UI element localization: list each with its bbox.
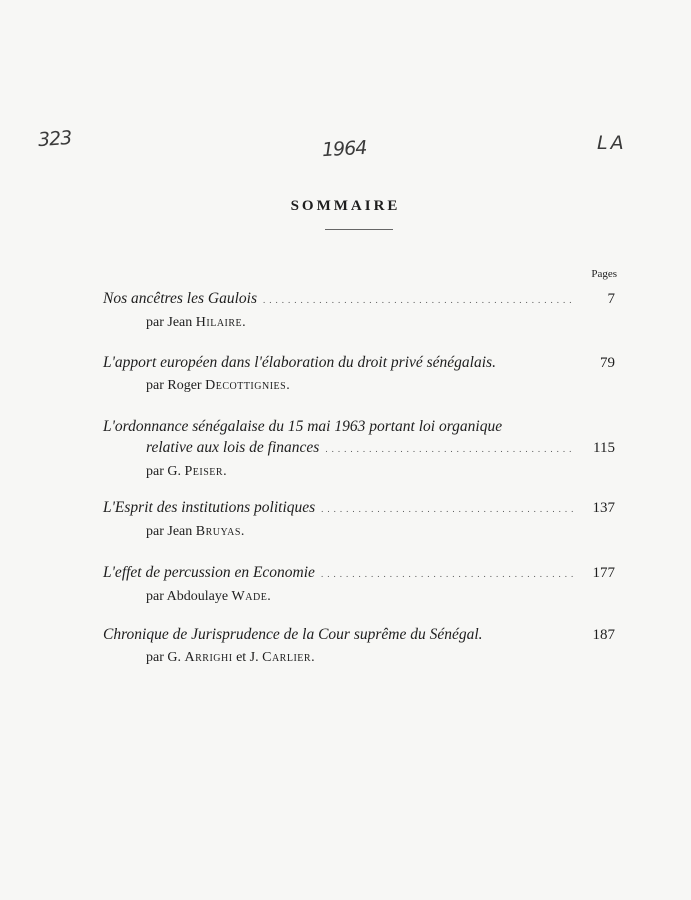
entry-title: Chronique de Jurisprudence de la Cour suprême du Sénégal. [103, 626, 483, 643]
pages-column-header: Pages [591, 268, 617, 280]
author-surname: Decottignies. [205, 378, 291, 393]
dot-leader [321, 499, 575, 520]
author-surname-2: Carlier. [262, 650, 316, 665]
entry-author: par Jean Hilaire. [146, 315, 247, 330]
entry-page-number: 137 [592, 500, 615, 516]
entry-title-line [103, 562, 615, 585]
toc-entry-2 [103, 352, 615, 396]
entry-page-number: 7 [607, 291, 615, 307]
handwritten-initials: LA [597, 132, 627, 154]
author-surname: Arrighi [184, 650, 233, 665]
toc-entry-4 [103, 497, 615, 542]
dot-leader [263, 290, 575, 311]
author-surname: Wade. [231, 589, 272, 604]
entry-author: par G. Arrighi et J. Carlier. [146, 650, 316, 665]
entry-title-line-2 [103, 437, 615, 460]
entry-title: L'apport européen dans l'élaboration du droit privé sénégalais. [103, 354, 496, 371]
entry-page-number: 79 [600, 355, 615, 371]
entry-title: L'effet de percussion en Economie [103, 564, 315, 581]
entry-title-continued: relative aux lois de finances [146, 439, 320, 456]
dot-leader [321, 564, 575, 585]
entry-page-number: 115 [593, 440, 615, 456]
entry-title-line [103, 352, 615, 374]
author-surname: Hilaire. [195, 315, 247, 330]
entry-title-line [103, 416, 615, 437]
title-divider [325, 229, 393, 230]
toc-entry-5 [103, 562, 615, 607]
toc-entry-1 [103, 288, 615, 333]
entry-author: par Jean Bruyas. [146, 524, 245, 539]
entry-title-line [103, 497, 615, 520]
entry-title-line [103, 288, 615, 311]
dot-leader [325, 439, 575, 460]
entry-author: par Roger Decottignies. [146, 378, 291, 393]
entry-page-number: 177 [592, 565, 615, 581]
author-surname: Bruyas. [195, 524, 245, 539]
handwritten-number-left: 323 [37, 126, 72, 152]
entry-title-line [103, 624, 615, 646]
entry-author: par Abdoulaye Wade. [146, 589, 272, 604]
page-title: SOMMAIRE [290, 198, 401, 214]
entry-title: L'ordonnance sénégalaise du 15 mai 1963 portant loi organique [103, 418, 503, 435]
entry-author: par G. Peiser. [146, 464, 228, 479]
toc-entry-3 [103, 416, 615, 482]
toc-entry-6 [103, 624, 615, 668]
entry-title: L'Esprit des institutions politiques [103, 499, 316, 516]
entry-title: Nos ancêtres les Gaulois [103, 290, 257, 307]
entry-page-number: 187 [592, 627, 615, 643]
author-surname: Peiser. [184, 464, 228, 479]
handwritten-year: 1964 [321, 136, 367, 162]
